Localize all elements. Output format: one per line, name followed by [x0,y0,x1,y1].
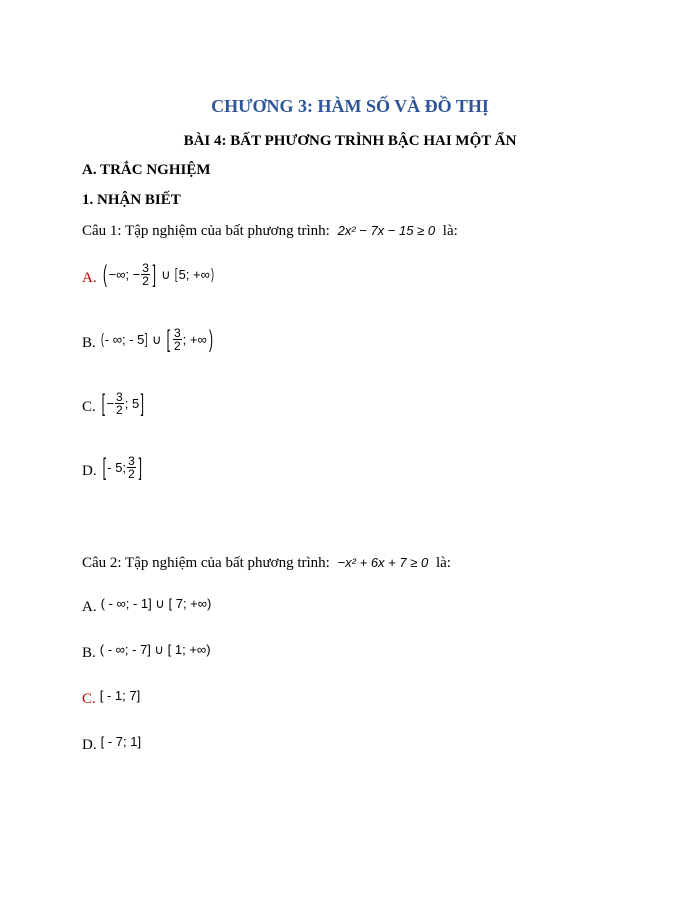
q1-option-c[interactable] [82,391,146,416]
option-label: D. [82,737,97,753]
q2-option-c[interactable] [82,689,140,708]
option-expression: ( - ∞; - 1] ∪ [ 7; +∞) [100,596,212,611]
fraction: $\frac{3}{2}$ [128,454,135,481]
q1-option-a[interactable] [82,262,215,287]
question-2-expression: −x² + 6x + 7 ≥ 0 [337,555,429,570]
fraction: $\frac{3}{2}$ [116,390,123,417]
q1-option-d[interactable] [82,455,143,480]
question-2-prefix: Câu 2: Tập nghiệm của bất phương trình: [82,555,330,571]
question-1-prefix: Câu 1: Tập nghiệm của bất phương trình: [82,223,330,239]
option-expression: [ - 1; 7] [99,688,141,703]
chapter-title: CHƯƠNG 3: HÀM SỐ VÀ ĐỒ THỊ [211,96,489,116]
q2-option-d[interactable] [82,735,141,754]
section-a-heading: A. TRẮC NGHIỆM [82,162,211,178]
option-label: C. [82,399,96,415]
option-expression: ( - ∞; - 7] ∪ [ 1; +∞) [99,642,211,657]
option-label: D. [82,463,97,479]
option-expression: ( - ∞; - 5 ] ∪ [ $\frac{3}{2}$ ; +∞ ) [100,325,213,353]
question-1-expression: 2x² − 7x − 15 ≥ 0 [337,223,436,238]
option-label: A. [82,599,97,615]
lesson-title: BÀI 4: BẤT PHƯƠNG TRÌNH BẬC HAI MỘT ẨN [183,133,517,149]
q2-option-a[interactable] [82,597,211,616]
q2-option-b[interactable] [82,643,211,662]
option-expression: ( −∞; − $\frac{3}{2}$ ] ∪ [ 5; +∞ ) [102,260,214,288]
q1-option-b[interactable] [82,327,215,352]
option-label: B. [82,645,96,661]
section-1-heading: 1. NHẬN BIẾT [82,192,181,208]
question-2 [82,555,451,572]
option-expression: [ - 7; 1] [100,734,142,749]
fraction: $\frac{3}{2}$ [173,326,181,353]
option-label: B. [82,335,96,351]
question-1-suffix: là: [442,223,458,239]
question-2-suffix: là: [435,555,451,571]
option-label: A. [82,270,97,286]
option-label: C. [82,691,96,707]
option-expression: [ - 5; $\frac{3}{2}$ ] [102,453,142,481]
question-1 [82,223,458,240]
option-expression: [ − $\frac{3}{2}$ ; 5 ] [101,389,145,417]
fraction: $\frac{3}{2}$ [142,261,149,288]
